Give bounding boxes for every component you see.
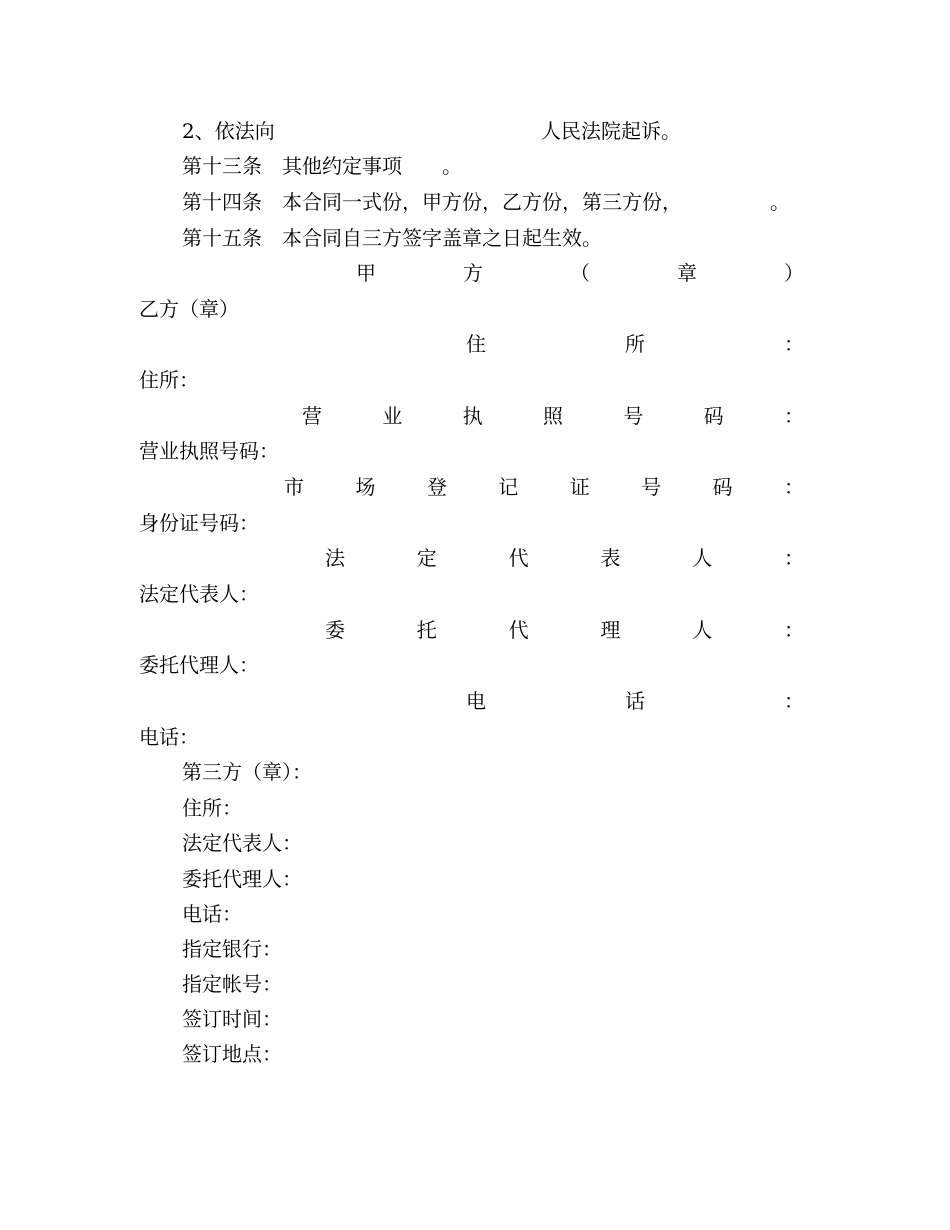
party-b-phone: 电话： [139,725,199,749]
party-a-address-char: 所 [625,332,645,356]
party-b-seal: 乙方（章） [139,297,239,321]
party-a-agent-char: 人 [692,618,713,642]
party-a-market-reg-char: 记 [498,475,519,499]
party-a-market-reg-char: 号 [641,475,662,499]
party-b-agent: 委托代理人： [139,653,259,677]
party-a-phone-char: 电 [466,689,486,713]
party-a-license-char: ： [783,404,804,428]
party-a-phone-line [466,689,804,713]
sign-time: 签订时间： [182,1007,282,1031]
party-a-legal-rep-char: 人 [692,546,713,570]
party-a-address-line [466,332,804,356]
party-a-market-reg-char: 码 [712,475,733,499]
clause-13: 第十三条 其他约定事项 。 [182,154,462,178]
party-a-address-char: ： [784,332,804,356]
party-a-license-char: 号 [623,404,644,428]
party-a-seal-char: 甲 [356,261,376,285]
third-party-agent: 委托代理人： [182,867,302,891]
third-party-legal-rep: 法定代表人： [182,831,302,855]
clause-14-end: 。 [770,190,790,214]
party-a-license-line [302,404,804,428]
party-a-legal-rep-char: 定 [416,546,437,570]
party-a-seal-char: ） [784,261,804,285]
party-a-market-reg-char: 登 [426,475,447,499]
party-a-license-char: 码 [703,404,724,428]
party-a-agent-char: 托 [416,618,437,642]
third-party-bank: 指定银行： [182,937,282,961]
clause-12-2-prefix: 2、依法向 [182,119,275,143]
party-a-license-char: 照 [542,404,563,428]
third-party-seal: 第三方（章）： [182,760,312,784]
third-party-account: 指定帐号： [182,972,282,996]
third-party-address: 住所： [182,796,242,820]
party-a-phone-char: 话 [625,689,645,713]
party-a-agent-char: 委 [325,618,345,642]
party-a-seal-char: （ [570,261,590,285]
clause-15: 第十五条 本合同自三方签字盖章之日起生效。 [182,226,602,250]
party-a-legal-rep-char: 法 [325,546,345,570]
party-a-agent-line [325,618,804,642]
party-b-legal-rep: 法定代表人： [139,582,259,606]
party-b-id-number: 身份证号码： [139,511,259,535]
party-a-license-char: 业 [382,404,403,428]
party-a-market-reg-char: ： [783,475,804,499]
clause-12-2-suffix: 人民法院起诉。 [541,119,681,143]
party-a-agent-char: ： [783,618,804,642]
party-b-address: 住所： [139,368,199,392]
party-a-legal-rep-char: 表 [600,546,621,570]
party-a-legal-rep-char: ： [783,546,804,570]
party-a-phone-char: ： [784,689,804,713]
party-a-legal-rep-line [325,546,804,570]
party-a-market-reg-line [284,475,804,499]
party-a-seal-line [356,261,804,285]
party-a-market-reg-char: 证 [569,475,590,499]
party-a-license-char: 营 [302,404,322,428]
party-a-address-char: 住 [466,332,486,356]
party-a-legal-rep-char: 代 [508,546,529,570]
party-a-seal-char: 方 [463,261,483,285]
clause-14: 第十四条 本合同一式份，甲方份，乙方份，第三方份， [182,190,682,214]
party-a-license-char: 执 [462,404,483,428]
party-a-market-reg-char: 市 [284,475,304,499]
party-b-license: 营业执照号码： [139,439,279,463]
party-a-seal-char: 章 [677,261,697,285]
sign-place: 签订地点： [182,1042,282,1066]
third-party-phone: 电话： [182,902,242,926]
party-a-market-reg-char: 场 [355,475,376,499]
party-a-agent-char: 代 [508,618,529,642]
party-a-agent-char: 理 [600,618,621,642]
